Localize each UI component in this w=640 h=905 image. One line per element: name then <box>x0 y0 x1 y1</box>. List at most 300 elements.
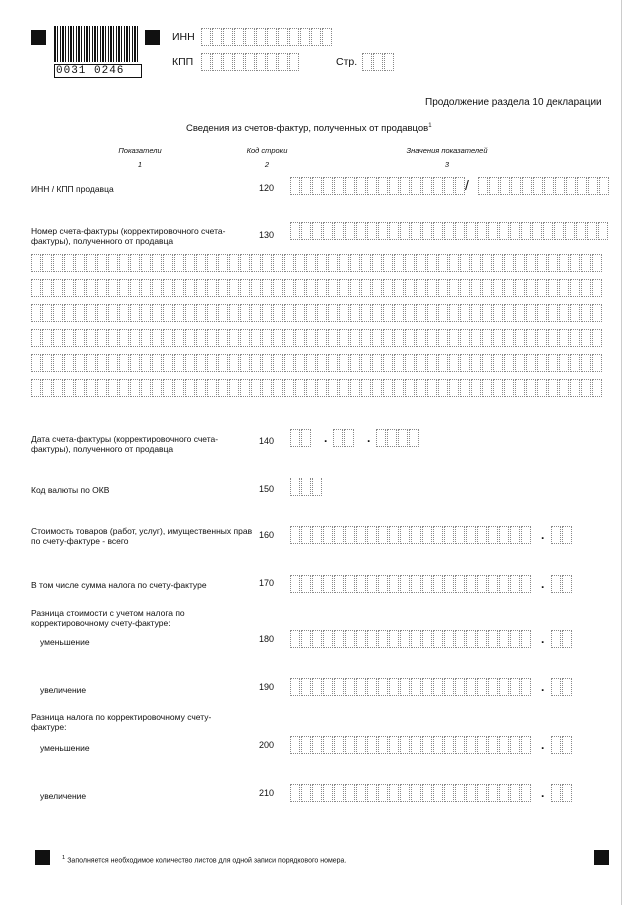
digit-cell[interactable] <box>356 177 366 195</box>
digit-cell[interactable] <box>466 575 476 593</box>
digit-cell[interactable] <box>570 379 580 397</box>
digit-cell[interactable] <box>262 354 272 372</box>
digit-cell[interactable] <box>367 575 377 593</box>
digit-cell[interactable] <box>152 304 162 322</box>
digit-cell[interactable] <box>108 354 118 372</box>
digit-cell[interactable] <box>444 784 454 802</box>
digit-cell[interactable] <box>592 304 602 322</box>
digit-cell[interactable] <box>422 526 432 544</box>
digit-cell[interactable] <box>64 254 74 272</box>
digit-cell[interactable] <box>570 254 580 272</box>
digit-cell[interactable] <box>477 575 487 593</box>
digit-cell[interactable] <box>251 304 261 322</box>
digit-cell[interactable] <box>372 304 382 322</box>
digit-cell[interactable] <box>460 304 470 322</box>
digit-cell[interactable] <box>409 429 419 447</box>
digit-cell[interactable] <box>97 379 107 397</box>
digit-cell[interactable] <box>119 379 129 397</box>
digit-cell[interactable] <box>394 354 404 372</box>
digit-cell[interactable] <box>323 177 333 195</box>
digit-cell[interactable] <box>317 279 327 297</box>
digit-cell[interactable] <box>515 304 525 322</box>
invoice-number-grid-row[interactable] <box>31 279 603 297</box>
digit-cell[interactable] <box>449 304 459 322</box>
digit-cell[interactable] <box>559 379 569 397</box>
digit-cell[interactable] <box>400 678 410 696</box>
digit-cell[interactable] <box>108 254 118 272</box>
digit-cell[interactable] <box>273 379 283 397</box>
digit-cell[interactable] <box>290 678 300 696</box>
digit-cell[interactable] <box>212 53 222 71</box>
digit-cell[interactable] <box>504 279 514 297</box>
digit-cell[interactable] <box>372 379 382 397</box>
digit-cell[interactable] <box>378 736 388 754</box>
digit-cell[interactable] <box>433 575 443 593</box>
digit-cell[interactable] <box>367 222 377 240</box>
digit-cell[interactable] <box>328 354 338 372</box>
digit-cell[interactable] <box>345 784 355 802</box>
digit-cell[interactable] <box>152 254 162 272</box>
digit-cell[interactable] <box>42 354 52 372</box>
tax-increase-field[interactable] <box>290 784 532 802</box>
digit-cell[interactable] <box>53 354 63 372</box>
digit-cell[interactable] <box>455 177 465 195</box>
digit-cell[interactable] <box>141 379 151 397</box>
digit-cell[interactable] <box>163 354 173 372</box>
digit-cell[interactable] <box>350 304 360 322</box>
digit-cell[interactable] <box>229 329 239 347</box>
digit-cell[interactable] <box>339 254 349 272</box>
digit-cell[interactable] <box>416 354 426 372</box>
digit-cell[interactable] <box>471 304 481 322</box>
digit-cell[interactable] <box>427 329 437 347</box>
digit-cell[interactable] <box>42 379 52 397</box>
digit-cell[interactable] <box>427 354 437 372</box>
digit-cell[interactable] <box>317 304 327 322</box>
digit-cell[interactable] <box>482 254 492 272</box>
digit-cell[interactable] <box>339 304 349 322</box>
digit-cell[interactable] <box>53 304 63 322</box>
digit-cell[interactable] <box>201 53 211 71</box>
digit-cell[interactable] <box>372 329 382 347</box>
digit-cell[interactable] <box>334 575 344 593</box>
digit-cell[interactable] <box>278 53 288 71</box>
digit-cell[interactable] <box>130 354 140 372</box>
digit-cell[interactable] <box>163 279 173 297</box>
digit-cell[interactable] <box>240 379 250 397</box>
digit-cell[interactable] <box>384 53 394 71</box>
digit-cell[interactable] <box>31 329 41 347</box>
digit-cell[interactable] <box>493 279 503 297</box>
digit-cell[interactable] <box>500 177 510 195</box>
digit-cell[interactable] <box>306 329 316 347</box>
digit-cell[interactable] <box>466 630 476 648</box>
digit-cell[interactable] <box>592 329 602 347</box>
digit-cell[interactable] <box>455 575 465 593</box>
digit-cell[interactable] <box>554 222 564 240</box>
digit-cell[interactable] <box>551 630 561 648</box>
digit-cell[interactable] <box>273 279 283 297</box>
digit-cell[interactable] <box>251 279 261 297</box>
seller-kpp-field[interactable] <box>478 177 610 195</box>
digit-cell[interactable] <box>119 329 129 347</box>
digit-cell[interactable] <box>576 222 586 240</box>
digit-cell[interactable] <box>378 678 388 696</box>
digit-cell[interactable] <box>75 304 85 322</box>
digit-cell[interactable] <box>75 254 85 272</box>
digit-cell[interactable] <box>521 575 531 593</box>
digit-cell[interactable] <box>455 678 465 696</box>
digit-cell[interactable] <box>477 678 487 696</box>
digit-cell[interactable] <box>433 630 443 648</box>
digit-cell[interactable] <box>551 526 561 544</box>
digit-cell[interactable] <box>565 222 575 240</box>
digit-cell[interactable] <box>312 678 322 696</box>
digit-cell[interactable] <box>152 279 162 297</box>
digit-cell[interactable] <box>427 279 437 297</box>
digit-cell[interactable] <box>108 279 118 297</box>
value-decrease-field[interactable] <box>290 630 532 648</box>
invoice-date-year[interactable] <box>376 429 420 447</box>
digit-cell[interactable] <box>444 678 454 696</box>
digit-cell[interactable] <box>400 630 410 648</box>
digit-cell[interactable] <box>449 354 459 372</box>
digit-cell[interactable] <box>372 354 382 372</box>
kpp-field[interactable] <box>201 53 300 71</box>
digit-cell[interactable] <box>551 784 561 802</box>
digit-cell[interactable] <box>306 379 316 397</box>
digit-cell[interactable] <box>356 222 366 240</box>
digit-cell[interactable] <box>433 526 443 544</box>
digit-cell[interactable] <box>311 28 321 46</box>
digit-cell[interactable] <box>537 379 547 397</box>
digit-cell[interactable] <box>521 630 531 648</box>
digit-cell[interactable] <box>207 379 217 397</box>
digit-cell[interactable] <box>290 575 300 593</box>
digit-cell[interactable] <box>577 177 587 195</box>
digit-cell[interactable] <box>323 736 333 754</box>
digit-cell[interactable] <box>433 784 443 802</box>
digit-cell[interactable] <box>372 254 382 272</box>
digit-cell[interactable] <box>416 279 426 297</box>
digit-cell[interactable] <box>64 329 74 347</box>
digit-cell[interactable] <box>411 678 421 696</box>
digit-cell[interactable] <box>119 254 129 272</box>
digit-cell[interactable] <box>562 736 572 754</box>
digit-cell[interactable] <box>262 279 272 297</box>
digit-cell[interactable] <box>455 222 465 240</box>
digit-cell[interactable] <box>212 28 222 46</box>
digit-cell[interactable] <box>312 630 322 648</box>
digit-cell[interactable] <box>317 379 327 397</box>
digit-cell[interactable] <box>240 329 250 347</box>
digit-cell[interactable] <box>422 784 432 802</box>
digit-cell[interactable] <box>515 354 525 372</box>
digit-cell[interactable] <box>185 329 195 347</box>
digit-cell[interactable] <box>460 379 470 397</box>
digit-cell[interactable] <box>245 28 255 46</box>
digit-cell[interactable] <box>482 379 492 397</box>
digit-cell[interactable] <box>551 736 561 754</box>
digit-cell[interactable] <box>53 254 63 272</box>
digit-cell[interactable] <box>422 678 432 696</box>
digit-cell[interactable] <box>245 53 255 71</box>
digit-cell[interactable] <box>394 254 404 272</box>
digit-cell[interactable] <box>471 279 481 297</box>
digit-cell[interactable] <box>511 177 521 195</box>
digit-cell[interactable] <box>344 429 354 447</box>
digit-cell[interactable] <box>504 329 514 347</box>
digit-cell[interactable] <box>372 279 382 297</box>
digit-cell[interactable] <box>537 329 547 347</box>
digit-cell[interactable] <box>444 630 454 648</box>
invoice-number-grid-row[interactable] <box>31 379 603 397</box>
digit-cell[interactable] <box>240 279 250 297</box>
digit-cell[interactable] <box>339 379 349 397</box>
invoice-number-grid-row[interactable] <box>31 254 603 272</box>
digit-cell[interactable] <box>218 379 228 397</box>
digit-cell[interactable] <box>256 28 266 46</box>
digit-cell[interactable] <box>504 254 514 272</box>
digit-cell[interactable] <box>570 279 580 297</box>
digit-cell[interactable] <box>356 630 366 648</box>
digit-cell[interactable] <box>196 379 206 397</box>
digit-cell[interactable] <box>251 329 261 347</box>
digit-cell[interactable] <box>284 354 294 372</box>
digit-cell[interactable] <box>229 279 239 297</box>
digit-cell[interactable] <box>510 736 520 754</box>
digit-cell[interactable] <box>328 279 338 297</box>
digit-cell[interactable] <box>548 379 558 397</box>
digit-cell[interactable] <box>466 784 476 802</box>
digit-cell[interactable] <box>504 354 514 372</box>
digit-cell[interactable] <box>289 53 299 71</box>
digit-cell[interactable] <box>240 354 250 372</box>
digit-cell[interactable] <box>488 678 498 696</box>
digit-cell[interactable] <box>449 379 459 397</box>
digit-cell[interactable] <box>350 379 360 397</box>
digit-cell[interactable] <box>394 379 404 397</box>
digit-cell[interactable] <box>449 279 459 297</box>
digit-cell[interactable] <box>471 254 481 272</box>
digit-cell[interactable] <box>42 329 52 347</box>
digit-cell[interactable] <box>130 279 140 297</box>
digit-cell[interactable] <box>592 354 602 372</box>
digit-cell[interactable] <box>405 254 415 272</box>
digit-cell[interactable] <box>196 354 206 372</box>
digit-cell[interactable] <box>383 329 393 347</box>
digit-cell[interactable] <box>301 177 311 195</box>
digit-cell[interactable] <box>312 222 322 240</box>
digit-cell[interactable] <box>339 329 349 347</box>
digit-cell[interactable] <box>411 630 421 648</box>
digit-cell[interactable] <box>223 53 233 71</box>
digit-cell[interactable] <box>64 379 74 397</box>
digit-cell[interactable] <box>438 304 448 322</box>
digit-cell[interactable] <box>477 222 487 240</box>
tax-amount-field[interactable] <box>290 575 532 593</box>
digit-cell[interactable] <box>581 354 591 372</box>
digit-cell[interactable] <box>218 254 228 272</box>
digit-cell[interactable] <box>488 526 498 544</box>
digit-cell[interactable] <box>185 304 195 322</box>
digit-cell[interactable] <box>449 254 459 272</box>
digit-cell[interactable] <box>422 630 432 648</box>
digit-cell[interactable] <box>373 53 383 71</box>
digit-cell[interactable] <box>229 254 239 272</box>
digit-cell[interactable] <box>488 222 498 240</box>
digit-cell[interactable] <box>141 254 151 272</box>
digit-cell[interactable] <box>367 630 377 648</box>
digit-cell[interactable] <box>526 279 536 297</box>
digit-cell[interactable] <box>466 736 476 754</box>
digit-cell[interactable] <box>256 53 266 71</box>
digit-cell[interactable] <box>290 478 300 496</box>
digit-cell[interactable] <box>207 304 217 322</box>
digit-cell[interactable] <box>383 304 393 322</box>
digit-cell[interactable] <box>460 254 470 272</box>
tax-decrease-kopecks[interactable] <box>551 736 573 754</box>
digit-cell[interactable] <box>273 354 283 372</box>
digit-cell[interactable] <box>185 379 195 397</box>
digit-cell[interactable] <box>438 379 448 397</box>
digit-cell[interactable] <box>460 279 470 297</box>
digit-cell[interactable] <box>389 575 399 593</box>
digit-cell[interactable] <box>251 254 261 272</box>
digit-cell[interactable] <box>394 304 404 322</box>
digit-cell[interactable] <box>537 354 547 372</box>
digit-cell[interactable] <box>196 254 206 272</box>
digit-cell[interactable] <box>31 379 41 397</box>
digit-cell[interactable] <box>75 379 85 397</box>
digit-cell[interactable] <box>422 222 432 240</box>
digit-cell[interactable] <box>334 630 344 648</box>
digit-cell[interactable] <box>411 736 421 754</box>
digit-cell[interactable] <box>493 329 503 347</box>
digit-cell[interactable] <box>42 254 52 272</box>
digit-cell[interactable] <box>328 304 338 322</box>
digit-cell[interactable] <box>234 28 244 46</box>
digit-cell[interactable] <box>521 678 531 696</box>
digit-cell[interactable] <box>350 329 360 347</box>
digit-cell[interactable] <box>273 254 283 272</box>
digit-cell[interactable] <box>387 429 397 447</box>
digit-cell[interactable] <box>562 526 572 544</box>
digit-cell[interactable] <box>588 177 598 195</box>
digit-cell[interactable] <box>433 222 443 240</box>
digit-cell[interactable] <box>361 304 371 322</box>
tax-decrease-field[interactable] <box>290 736 532 754</box>
digit-cell[interactable] <box>499 575 509 593</box>
tax-increase-kopecks[interactable] <box>551 784 573 802</box>
invoice-number-grid-row[interactable] <box>31 354 603 372</box>
digit-cell[interactable] <box>290 784 300 802</box>
digit-cell[interactable] <box>207 354 217 372</box>
digit-cell[interactable] <box>86 354 96 372</box>
digit-cell[interactable] <box>411 575 421 593</box>
digit-cell[interactable] <box>444 575 454 593</box>
digit-cell[interactable] <box>433 678 443 696</box>
digit-cell[interactable] <box>438 279 448 297</box>
digit-cell[interactable] <box>278 28 288 46</box>
digit-cell[interactable] <box>400 177 410 195</box>
digit-cell[interactable] <box>543 222 553 240</box>
digit-cell[interactable] <box>317 329 327 347</box>
digit-cell[interactable] <box>251 379 261 397</box>
digit-cell[interactable] <box>444 222 454 240</box>
digit-cell[interactable] <box>405 329 415 347</box>
digit-cell[interactable] <box>416 304 426 322</box>
digit-cell[interactable] <box>295 329 305 347</box>
digit-cell[interactable] <box>405 379 415 397</box>
digit-cell[interactable] <box>356 575 366 593</box>
digit-cell[interactable] <box>301 575 311 593</box>
digit-cell[interactable] <box>488 575 498 593</box>
digit-cell[interactable] <box>510 575 520 593</box>
digit-cell[interactable] <box>559 304 569 322</box>
digit-cell[interactable] <box>163 379 173 397</box>
digit-cell[interactable] <box>398 429 408 447</box>
digit-cell[interactable] <box>86 379 96 397</box>
digit-cell[interactable] <box>361 279 371 297</box>
digit-cell[interactable] <box>367 784 377 802</box>
digit-cell[interactable] <box>174 279 184 297</box>
digit-cell[interactable] <box>345 526 355 544</box>
digit-cell[interactable] <box>400 784 410 802</box>
digit-cell[interactable] <box>312 736 322 754</box>
digit-cell[interactable] <box>334 736 344 754</box>
digit-cell[interactable] <box>141 279 151 297</box>
digit-cell[interactable] <box>130 254 140 272</box>
digit-cell[interactable] <box>141 354 151 372</box>
digit-cell[interactable] <box>411 177 421 195</box>
digit-cell[interactable] <box>334 526 344 544</box>
digit-cell[interactable] <box>438 354 448 372</box>
digit-cell[interactable] <box>411 784 421 802</box>
digit-cell[interactable] <box>356 736 366 754</box>
digit-cell[interactable] <box>201 28 211 46</box>
digit-cell[interactable] <box>301 736 311 754</box>
digit-cell[interactable] <box>350 254 360 272</box>
digit-cell[interactable] <box>427 304 437 322</box>
digit-cell[interactable] <box>267 28 277 46</box>
digit-cell[interactable] <box>295 379 305 397</box>
digit-cell[interactable] <box>284 279 294 297</box>
digit-cell[interactable] <box>301 526 311 544</box>
digit-cell[interactable] <box>323 784 333 802</box>
digit-cell[interactable] <box>301 222 311 240</box>
invoice-number-field[interactable] <box>290 222 609 240</box>
digit-cell[interactable] <box>361 254 371 272</box>
digit-cell[interactable] <box>322 28 332 46</box>
digit-cell[interactable] <box>515 254 525 272</box>
digit-cell[interactable] <box>526 354 536 372</box>
digit-cell[interactable] <box>306 304 316 322</box>
digit-cell[interactable] <box>510 630 520 648</box>
digit-cell[interactable] <box>97 304 107 322</box>
digit-cell[interactable] <box>562 678 572 696</box>
total-value-kopecks[interactable] <box>551 526 573 544</box>
digit-cell[interactable] <box>488 736 498 754</box>
digit-cell[interactable] <box>312 575 322 593</box>
digit-cell[interactable] <box>367 526 377 544</box>
digit-cell[interactable] <box>489 177 499 195</box>
digit-cell[interactable] <box>262 329 272 347</box>
invoice-number-grid-row[interactable] <box>31 304 603 322</box>
digit-cell[interactable] <box>389 177 399 195</box>
digit-cell[interactable] <box>334 177 344 195</box>
digit-cell[interactable] <box>97 254 107 272</box>
